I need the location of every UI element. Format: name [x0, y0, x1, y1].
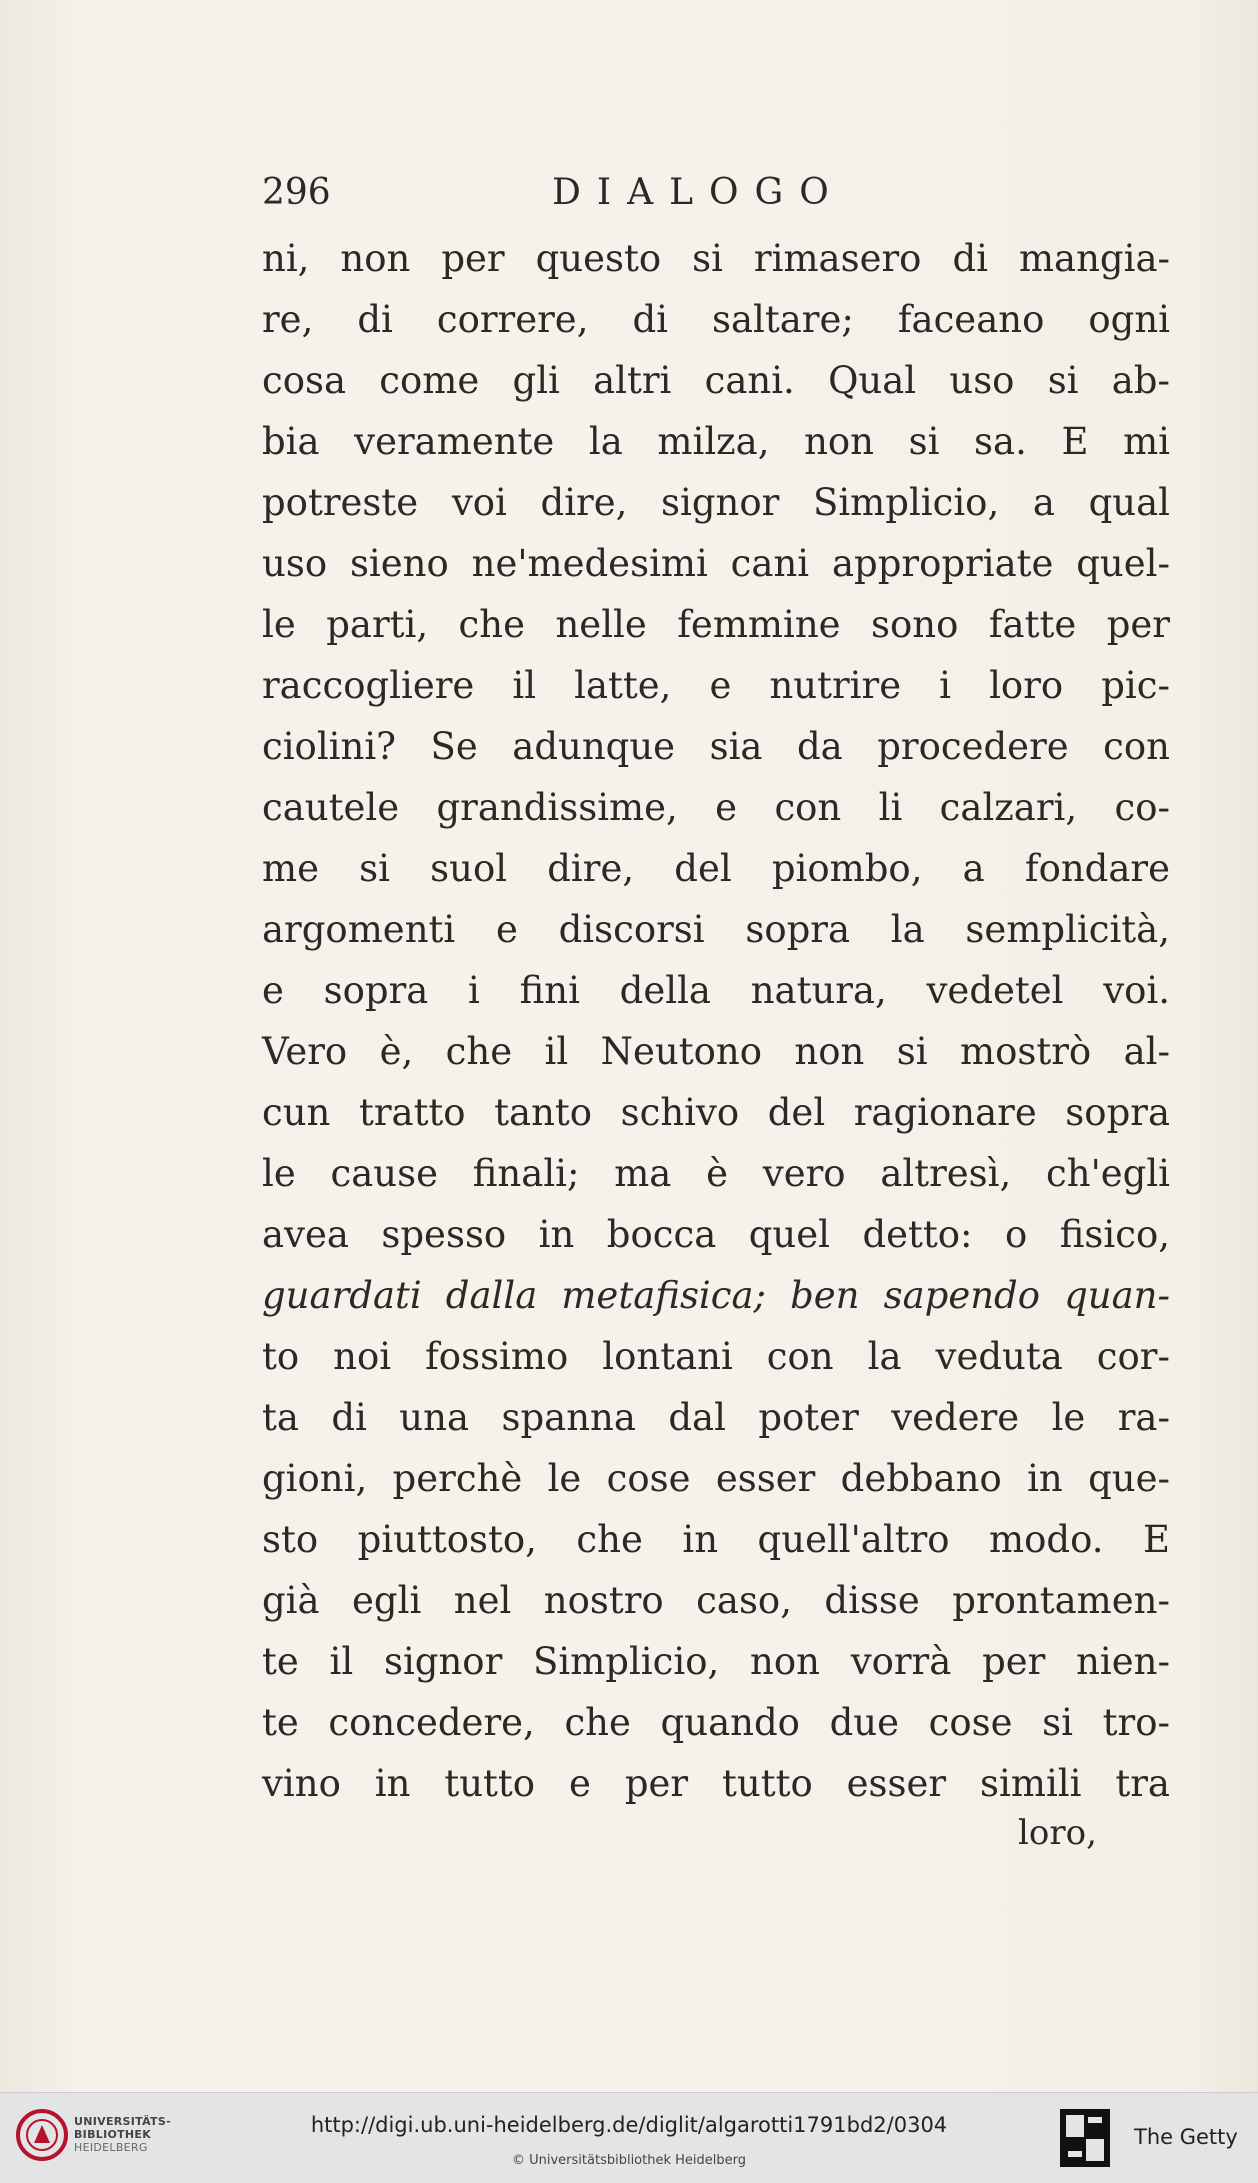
text-line: raccogliere il latte, e nutrire i loro pic- — [262, 664, 1170, 707]
page-header — [262, 168, 882, 218]
text-line: avea spesso in bocca quel detto: o fisico, — [262, 1213, 1170, 1256]
text-line: le parti, che nelle femmine sono fatte per — [262, 603, 1170, 646]
text-line: ta di una spanna dal poter vedere le ra- — [262, 1396, 1170, 1439]
text-line: re, di correre, di saltare; faceano ogni — [262, 298, 1170, 341]
running-title: DIALOGO — [552, 172, 845, 213]
text-line: uso sieno ne'medesimi cani appropriate quel- — [262, 542, 1170, 585]
text-line: ni, non per questo si rimasero di mangia- — [262, 237, 1170, 280]
partner-name: The Getty — [1134, 2125, 1238, 2149]
text-line: sto piuttosto, che in quell'altro modo. E — [262, 1518, 1170, 1561]
library-name-line: UNIVERSITÄTS- — [74, 2115, 171, 2128]
text-line: potreste voi dire, signor Simplicio, a qual — [262, 481, 1170, 524]
text-line: cosa come gli altri cani. Qual uso si ab- — [262, 359, 1170, 402]
text-line: bia veramente la milza, non si sa. E mi — [262, 420, 1170, 463]
text-line: ciolini? Se adunque sia da procedere con — [262, 725, 1170, 768]
page-number: 296 — [262, 172, 331, 213]
text-line: me si suol dire, del piombo, a fondare — [262, 847, 1170, 890]
text-line: cautele grandissime, e con li calzari, co- — [262, 786, 1170, 829]
getty-logo-icon — [1058, 2107, 1112, 2169]
text-line: gioni, perchè le cose esser debbano in que- — [262, 1457, 1170, 1500]
library-name-line: HEIDELBERG — [74, 2141, 148, 2154]
text-line: vino in tutto e per tutto esser simili tra — [262, 1762, 1170, 1805]
text-line: e sopra i fini della natura, vedetel voi. — [262, 969, 1170, 1012]
library-name-line: BIBLIOTHEK — [74, 2128, 152, 2141]
text-line: Vero è, che il Neutono non si mostrò al- — [262, 1030, 1170, 1073]
viewer-footer — [0, 2092, 1258, 2183]
body-text — [262, 228, 1170, 1814]
text-line: cun tratto tanto schivo del ragionare sopra — [262, 1091, 1170, 1134]
permalink-url[interactable]: http://digi.ub.uni-heidelberg.de/diglit/algarotti1791bd2/0304 — [310, 2113, 948, 2137]
text-line: argomenti e discorsi sopra la semplicità, — [262, 908, 1170, 951]
text-line: te concedere, che quando due cose si tro- — [262, 1701, 1170, 1744]
text-line: le cause finali; ma è vero altresì, ch'egli — [262, 1152, 1170, 1195]
text-line: guardati dalla metafisica; ben sapendo quan- — [262, 1274, 1170, 1317]
catchword: loro, — [1018, 1813, 1097, 1853]
text-line: già egli nel nostro caso, disse prontamen- — [262, 1579, 1170, 1622]
text-line: to noi fossimo lontani con la veduta cor- — [262, 1335, 1170, 1378]
copyright-notice: © Universitätsbibliothek Heidelberg — [511, 2153, 746, 2168]
text-line: te il signor Simplicio, non vorrà per nien- — [262, 1640, 1170, 1683]
